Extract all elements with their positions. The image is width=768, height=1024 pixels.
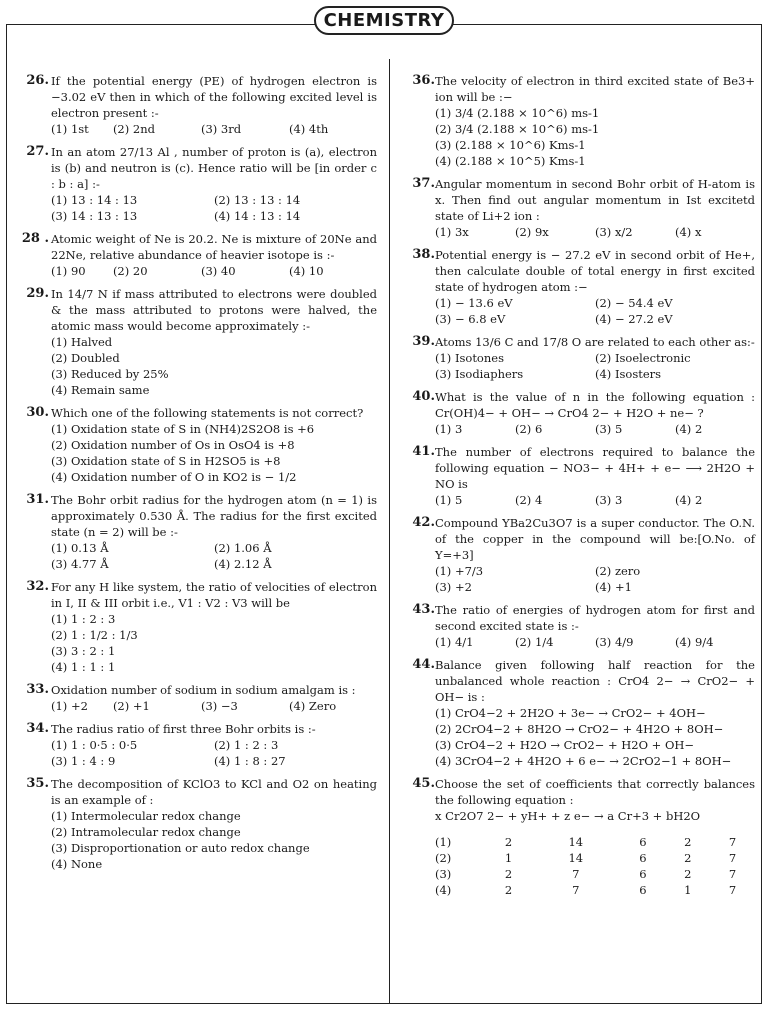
option-3: (3) 3 [595, 493, 623, 507]
options [51, 611, 377, 675]
option-3: (3) Reduced by 25% [51, 367, 169, 381]
option-4: (4) Zero [288, 699, 337, 713]
options [435, 421, 755, 437]
question-31 [26, 492, 377, 572]
question-37 [412, 176, 755, 240]
question-number: 32. [26, 579, 49, 594]
option-3: (3) 4.77 Å [51, 557, 109, 571]
coefficient-cell: 7 [728, 835, 737, 849]
question-stem: Which one of the following statements is not correct? [51, 406, 364, 420]
question-number: 31. [26, 492, 49, 507]
question-stem: Atoms 13/6 C and 17/8 O are related to each other as:- [435, 335, 755, 349]
option-4: (4) Isosters [595, 367, 662, 381]
question-number: 36. [412, 73, 435, 88]
coefficient-cell: (1) [435, 835, 452, 849]
options [51, 737, 377, 769]
option-1: (1) 3 [435, 422, 463, 436]
coefficient-cell: 14 [568, 835, 584, 849]
option-3: (3) 1 : 4 : 9 [51, 754, 116, 768]
option-4: (4) x [675, 225, 702, 239]
coefficient-cell: 2 [684, 851, 692, 865]
question-number: 33. [26, 682, 49, 697]
coefficient-cell: 2 [504, 835, 513, 849]
option-2: (2) Intramolecular redox change [51, 825, 241, 839]
question-number: 39. [412, 334, 435, 349]
question-42 [412, 515, 755, 595]
question-stem: For any H like system, the ratio of velocities of electron in I, II & III orbit i.e., V1 : V2 : V3 will be [51, 580, 377, 610]
coefficient-cell: 1 [684, 883, 692, 897]
options [435, 350, 755, 382]
option-4: (4) 4th [288, 122, 329, 136]
exam-page [6, 10, 762, 1004]
option-4: (4) None [51, 857, 103, 871]
question-stem: What is the value of n in the following equation : Cr(OH)4− + OH− → CrO4 2− + H2O + ne− ? [435, 390, 755, 420]
question-number: 35. [26, 776, 49, 791]
option-2: (2) Doubled [51, 351, 120, 365]
option-2: (2) 1 : 1/2 : 1/3 [51, 628, 138, 642]
option-3: (3) − 6.8 eV [435, 312, 506, 326]
coefficient-cell: 7 [572, 867, 580, 881]
option-1: (1) Oxidation state of S in (NH4)2S2O8 is +6 [51, 422, 315, 436]
option-2: (2) 9x [515, 225, 549, 239]
coefficient-cell: 7 [572, 883, 580, 897]
coefficient-cell: 6 [639, 851, 647, 865]
question-44 [412, 657, 755, 769]
question-number: 45. [412, 776, 435, 791]
option-2: (2) 2nd [112, 122, 155, 136]
options [435, 295, 755, 327]
question-stem: Choose the set of coefficients that correctly balances the following equation : [435, 777, 755, 807]
question-stem: The number of electrons required to balance the following equation − NO3− + 4H+ + e− ⟶ 2H2O + NO is [435, 445, 755, 491]
option-1: (1) 4/1 [435, 635, 474, 649]
option-1: (1) 0.13 Å [51, 541, 109, 555]
question-38 [412, 247, 755, 327]
option-1: (1) 1st [51, 122, 89, 136]
option-1: (1) 1 : 2 : 3 [51, 612, 116, 626]
question-equation: x Cr2O7 2− + yH+ + z e− → a Cr+3 + bH2O [435, 809, 701, 823]
question-number: 44. [412, 657, 435, 672]
options [435, 705, 755, 769]
option-3: (3) (2.188 × 10^6) Kms-1 [435, 138, 586, 152]
option-3: (3) CrO4−2 + H2O → CrO2− + H2O + OH− [435, 738, 695, 752]
coefficient-cell: 2 [504, 883, 513, 897]
coefficient-cell: 1 [504, 851, 513, 865]
option-1: (1) 5 [435, 493, 463, 507]
column-divider [389, 59, 390, 1003]
options [51, 192, 377, 224]
question-stem: Angular momentum in second Bohr orbit of H-atom is x. Then find out angular momentum in Ist excitetd state of Li+2 ion : [435, 177, 755, 223]
option-4: (4) 9/4 [675, 635, 714, 649]
option-2: (2) 1 : 2 : 3 [214, 738, 279, 752]
question-32 [26, 579, 377, 675]
option-2: (2) zero [595, 564, 641, 578]
option-3: (3) +2 [435, 580, 472, 594]
question-stem: In 14/7 N if mass attributed to electrons were doubled & the mass attributed to protons were halved, the atomic mass would become approximately :- [51, 287, 377, 333]
option-4: (4) − 27.2 eV [595, 312, 673, 326]
option-4: (4) 3CrO4−2 + 4H2O + 6 e− → 2CrO2−1 + 8OH− [435, 754, 732, 768]
question-35 [26, 776, 377, 872]
right-column [412, 73, 755, 905]
question-stem: Balance given following half reaction for the unbalanced whole reaction : CrO4 2− → CrO2− + OH− is : [435, 658, 755, 704]
option-3: (3) Isodiaphers [435, 367, 524, 381]
question-number: 40. [412, 389, 435, 404]
option-3: (3) 4/9 [595, 635, 634, 649]
question-34 [26, 721, 377, 769]
coefficient-cell: 7 [728, 883, 737, 897]
option-4: (4) 1 : 8 : 27 [214, 754, 286, 768]
question-27 [26, 144, 377, 224]
options [51, 540, 377, 572]
question-stem: The radius ratio of first three Bohr orbits is :- [51, 722, 316, 736]
question-stem: Atomic weight of Ne is 20.2. Ne is mixture of 20Ne and 22Ne, relative abundance of heavier isotope is :- [51, 232, 377, 262]
coefficient-row [435, 882, 755, 898]
options [51, 698, 377, 714]
options [435, 492, 755, 508]
option-2: (2) 1.06 Å [214, 541, 272, 555]
question-stem: In an atom 27/13 Al , number of proton is (a), electron is (b) and neutron is (c). Hence ratio will be [in order c : b : a] :- [51, 145, 377, 191]
question-39 [412, 334, 755, 382]
option-1: (1) 3/4 (2.188 × 10^6) ms-1 [435, 106, 600, 120]
option-1: (1) +7/3 [435, 564, 484, 578]
option-1: (1) Intermolecular redox change [51, 809, 241, 823]
question-number: 43. [412, 602, 435, 617]
question-stem: The velocity of electron in third excited state of Be3+ ion will be :− [435, 74, 755, 104]
option-2: (2) 13 : 13 : 14 [214, 193, 301, 207]
question-45 [412, 776, 755, 898]
title-wrap [7, 6, 761, 35]
option-2: (2) 1/4 [515, 635, 554, 649]
option-4: (4) Remain same [51, 383, 150, 397]
question-stem: The Bohr orbit radius for the hydrogen atom (n = 1) is approximately 0.530 Å. The radius for the first excited state (n = 2) will be :- [51, 493, 377, 539]
option-1: (1) Isotones [435, 351, 504, 365]
question-28 [21, 231, 377, 279]
question-number: 37. [412, 176, 435, 191]
question-number: 42. [412, 515, 435, 530]
option-4: (4) (2.188 × 10^5) Kms-1 [435, 154, 586, 168]
option-1: (1) 13 : 14 : 13 [51, 193, 138, 207]
question-stem: Compound YBa2Cu3O7 is a super conductor. The O.N. of the copper in the compound will be:[O.No. of Y=+3] [435, 516, 755, 562]
question-26 [26, 73, 377, 137]
options [435, 105, 755, 169]
question-stem: The ratio of energies of hydrogen atom for first and second excited state is :- [435, 603, 755, 633]
question-40 [412, 389, 755, 437]
options [51, 808, 377, 872]
coefficient-cell: 7 [728, 867, 737, 881]
coefficient-cell: 14 [568, 851, 584, 865]
question-number: 28 . [21, 231, 49, 246]
question-number: 30. [26, 405, 49, 420]
question-number: 26. [26, 73, 49, 88]
option-2: (2) 3/4 (2.188 × 10^6) ms-1 [435, 122, 600, 136]
options [51, 421, 377, 485]
question-stem: Potential energy is − 27.2 eV in second orbit of He+, then calculate double of total energy in first excited state of hydrogen atom :− [435, 248, 755, 294]
question-33 [26, 682, 377, 714]
option-4: (4) 2 [675, 422, 703, 436]
options [435, 634, 755, 650]
coefficient-cell: 6 [639, 883, 647, 897]
options [51, 121, 377, 137]
coefficient-cell: (2) [435, 851, 452, 865]
question-number: 41. [412, 444, 435, 459]
coefficient-table [435, 834, 755, 898]
coefficient-cell: 2 [684, 867, 692, 881]
option-2: (2) 20 [112, 264, 148, 278]
option-4: (4) 2.12 Å [214, 557, 272, 571]
options [435, 224, 755, 240]
question-43 [412, 602, 755, 650]
coefficient-row [435, 866, 755, 882]
option-2: (2) 6 [515, 422, 543, 436]
option-1: (1) +2 [51, 699, 88, 713]
coefficient-row [435, 834, 755, 850]
coefficient-cell: 2 [684, 835, 692, 849]
option-1: (1) 1 : 0·5 : 0·5 [51, 738, 138, 752]
option-3: (3) 40 [200, 264, 236, 278]
coefficient-cell: 7 [728, 851, 737, 865]
option-3: (3) 14 : 13 : 13 [51, 209, 138, 223]
option-3: (3) 5 [595, 422, 623, 436]
coefficient-cell: 6 [639, 867, 647, 881]
option-3: (3) 3 : 2 : 1 [51, 644, 116, 658]
option-2: (2) Isoelectronic [595, 351, 691, 365]
option-1: (1) CrO4−2 + 2H2O + 3e− → CrO2− + 4OH− [435, 706, 706, 720]
coefficient-cell: 2 [504, 867, 513, 881]
option-2: (2) − 54.4 eV [595, 296, 673, 310]
options [51, 334, 377, 398]
question-30 [26, 405, 377, 485]
option-4: (4) 1 : 1 : 1 [51, 660, 116, 674]
option-2: (2) 2CrO4−2 + 8H2O → CrO2− + 4H2O + 8OH− [435, 722, 724, 736]
option-1: (1) Halved [51, 335, 113, 349]
left-column [21, 73, 377, 879]
option-3: (3) x/2 [595, 225, 633, 239]
question-29 [26, 286, 377, 398]
options [51, 263, 377, 279]
options [435, 563, 755, 595]
page-title: CHEMISTRY [314, 6, 455, 35]
option-2: (2) 4 [515, 493, 543, 507]
coefficient-cell: (3) [435, 867, 452, 881]
question-stem: If the potential energy (PE) of hydrogen electron is −3.02 eV then in which of the following excited level is electron present :- [51, 74, 377, 120]
option-1: (1) 3x [435, 225, 469, 239]
question-36 [412, 73, 755, 169]
question-number: 27. [26, 144, 49, 159]
option-2: (2) Oxidation number of Os in OsO4 is +8 [51, 438, 295, 452]
option-4: (4) Oxidation number of O in KO2 is − 1/2 [51, 470, 297, 484]
option-1: (1) 90 [51, 264, 86, 278]
option-3: (3) Disproportionation or auto redox change [51, 841, 310, 855]
option-1: (1) − 13.6 eV [435, 296, 513, 310]
option-4: (4) 10 [288, 264, 324, 278]
option-2: (2) +1 [112, 699, 150, 713]
option-4: (4) 14 : 13 : 14 [214, 209, 301, 223]
option-4: (4) +1 [595, 580, 632, 594]
option-3: (3) Oxidation state of S in H2SO5 is +8 [51, 454, 281, 468]
option-4: (4) 2 [675, 493, 703, 507]
coefficient-row [435, 850, 755, 866]
question-stem: Oxidation number of sodium in sodium amalgam is : [51, 683, 356, 697]
question-number: 34. [26, 721, 49, 736]
question-number: 38. [412, 247, 435, 262]
coefficient-cell: 6 [639, 835, 647, 849]
option-3: (3) −3 [200, 699, 238, 713]
option-3: (3) 3rd [200, 122, 242, 136]
coefficient-cell: (4) [435, 883, 452, 897]
question-stem: The decomposition of KClO3 to KCl and O2 on heating is an example of : [51, 777, 377, 807]
question-41 [412, 444, 755, 508]
question-number: 29. [26, 286, 49, 301]
